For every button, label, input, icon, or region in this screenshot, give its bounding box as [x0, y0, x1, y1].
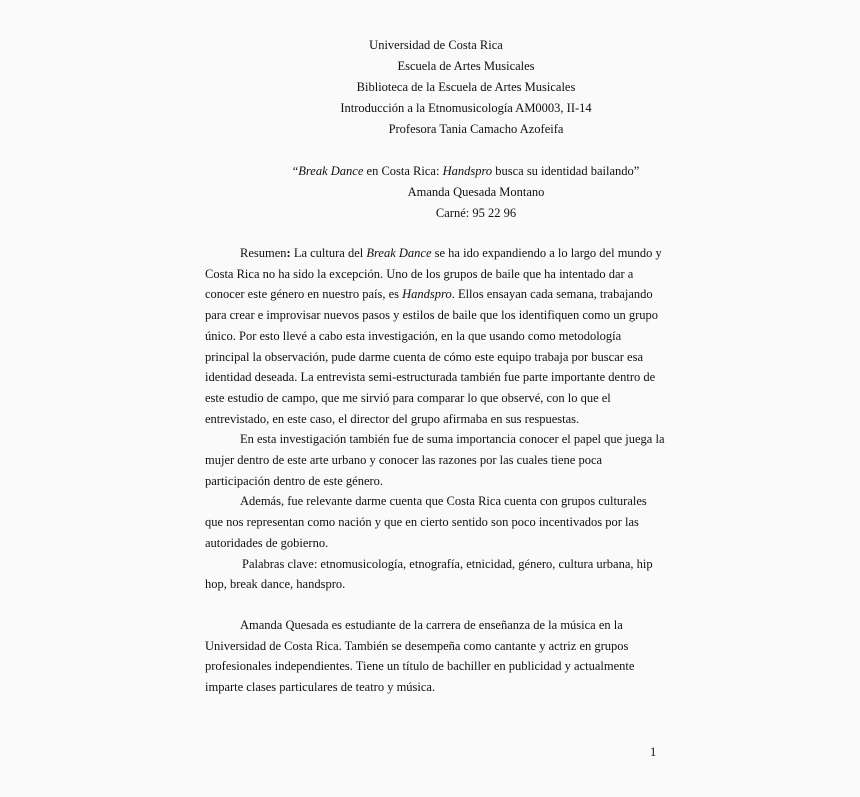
abstract-text-c: se ha ido expandiendo a lo largo del mundo y Costa Rica no ha sido la excepción. Uno de los grupos de baile que ha intentado dar a conocer este género en nuestro país, es: [205, 246, 662, 302]
abstract-colon: :: [286, 246, 291, 260]
abstract: [205, 243, 665, 595]
abstract-text-2: En esta investigación también fue de suma importancia conocer el papel que juega la mujer dentro de este arte urbano y conocer las razones por las cuales tiene poca participación dentro de este género.: [205, 432, 665, 488]
bio-paragraph: [205, 615, 665, 698]
title-end: busca su identidad bailando”: [492, 164, 640, 178]
header-school: Escuela de Artes Musicales: [397, 59, 535, 73]
header-library: Biblioteca de la Escuela de Artes Musicales: [356, 80, 576, 94]
abstract-label: Resumen: [240, 246, 287, 260]
abstract-paragraph-2: [205, 429, 665, 491]
abstract-break-dance: Break Dance: [366, 246, 432, 260]
keywords-text: Palabras clave: etnomusicología, etnografía, etnicidad, género, cultura urbana, hip hop, break dance, handspro.: [205, 556, 653, 592]
page-number: 1: [650, 745, 657, 759]
title-middle: en Costa Rica:: [363, 164, 443, 178]
keywords: [205, 554, 665, 595]
author-bio: [205, 615, 665, 698]
bio-text: Amanda Quesada es estudiante de la carrera de enseñanza de la música en la Universidad de Costa Rica. También se desempeña como cantante y actriz en grupos profesionales independientes. Tiene un título de bachiller en publicidad y actualmente imparte clases particulares de teatro y música.: [205, 618, 635, 695]
header-course: Introducción a la Etnomusicología AM0003, II-14: [340, 101, 592, 115]
abstract-text-a: La cultura del: [290, 246, 367, 260]
header-professor: Profesora Tania Camacho Azofeifa: [388, 122, 564, 136]
abstract-text-3: Además, fue relevante darme cuenta que Costa Rica cuenta con grupos culturales que nos representan como nación y que en cierto sentido son poco incentivados por las autoridades de gobierno.: [205, 494, 647, 550]
abstract-text-e: . Ellos ensayan cada semana, trabajando para crear e improvisar nuevos pasos y estilos de baile que los identifiquen como un grupo único. Por esto llevé a cabo esta investigación, en la que usando como metodología principal la observación, pude darme cuenta de cómo este equipo trabaja por buscar esa identidad deseada. La entrevista semi-estructurada también fue parte importante dentro de este estudio de campo, que me sirvió para comparar lo que observé, con lo que el entrevistado, en este caso, el director del grupo afirmaba en sus respuestas.: [205, 287, 659, 426]
abstract-paragraph-3: [205, 491, 665, 553]
abstract-paragraph-1: [205, 243, 665, 429]
header-university: Universidad de Costa Rica: [369, 38, 503, 52]
title-open-quote: “: [292, 164, 299, 178]
abstract-handspro: Handspro: [402, 287, 452, 302]
author-name: Amanda Quesada Montano: [407, 185, 545, 199]
carne-number: Carné: 95 22 96: [435, 206, 517, 220]
document-title: [0, 164, 860, 179]
title-handspro: Handspro: [442, 164, 493, 178]
title-break-dance: Break Dance: [298, 164, 364, 178]
